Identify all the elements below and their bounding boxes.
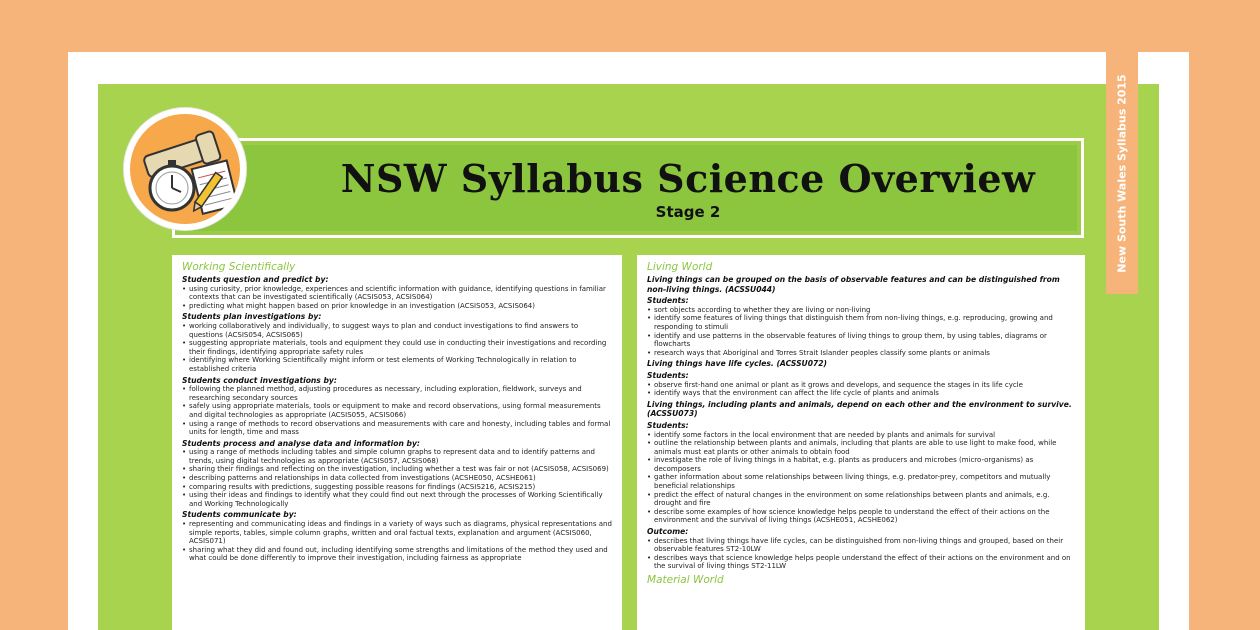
bullet-list (182, 520, 612, 563)
bullet-list (647, 537, 1075, 571)
list-item: • identifying where Working Scientifically might inform or test elements of Working Technologically in relation to established criteria (182, 356, 612, 373)
list-item: • using their ideas and findings to identify what they could find out next through the processes of Working Scientifically and Working Technologically (182, 491, 612, 508)
bullet-list (647, 381, 1075, 398)
title-banner (172, 138, 1084, 238)
group-title: Living things can be grouped on the basis of observable features and can be distinguished from non-living things. (ACSSU044) (647, 275, 1060, 294)
bullet-list (182, 285, 612, 311)
section-heading: Living World (647, 261, 713, 273)
group-title: Students communicate by: (182, 510, 297, 520)
list-item: • identify some features of living things that distinguish them from non-living things, e.g. reproducing, growing and responding to stimuli (647, 314, 1075, 331)
list-item: • describing patterns and relationships in data collected from investigations (ACSHE050, ACSHE061) (182, 474, 612, 483)
list-item: • working collaboratively and individually, to suggest ways to plan and conduct investigations to find answers to questions (ACSIS054, ACSIS065) (182, 322, 612, 339)
living-world-column (637, 255, 1085, 630)
list-item: • predict the effect of natural changes in the environment on some relationships between plants and animals, e.g. drought and fire (647, 491, 1075, 508)
list-item: • representing and communicating ideas and findings in a variety of ways such as diagrams, physical representations and simple reports, tables, simple column graphs, written and oral factual texts, explanation and argument (ACSIS060, ACSIS071) (182, 520, 612, 546)
group-title: Students process and analyse data and information by: (182, 438, 420, 448)
side-tab (1106, 52, 1138, 294)
list-item: • using a range of methods including tables and simple column graphs to represent data and to identify patterns and trends, using digital technologies as appropriate (ACSIS057, ACSIS068) (182, 448, 612, 465)
group-title: Outcome: (647, 527, 689, 537)
list-item: • suggesting appropriate materials, tools and equipment they could use in conducting their investigations and recording their findings, identifying appropriate safety rules (182, 339, 612, 356)
list-item: • gather information about some relationships between living things, e.g. predator-prey, competitors and mutually beneficial relationships (647, 473, 1075, 490)
list-item: • identify and use patterns in the observable features of living things to group them, by using tables, diagrams or flowcharts (647, 332, 1075, 349)
section-heading: Working Scientifically (182, 261, 296, 273)
list-item: • sharing their findings and reflecting on the investigation, including whether a test was fair or not (ACSIS058, ACSIS069) (182, 465, 612, 474)
list-item: • using curiosity, prior knowledge, experiences and scientific information with guidance, identifying questions in familiar contexts that can be investigated scientifically (ACSIS053, ACSIS064) (182, 285, 612, 302)
next-section-heading: Material World (647, 574, 724, 586)
list-item: • comparing results with predictions, suggesting possible reasons for findings (ACSIS216, ACSIS215) (182, 483, 612, 492)
bullet-list (182, 322, 612, 374)
list-item: • predicting what might happen based on prior knowledge in an investigation (ACSIS053, ACSIS064) (182, 302, 612, 311)
bullet-list (182, 448, 612, 508)
list-item: • investigate the role of living things in a habitat, e.g. plants as producers and microbes (micro-organisms) as decomposers (647, 456, 1075, 473)
page-subtitle: Stage 2 (655, 202, 721, 221)
side-tab-label: New South Wales Syllabus 2015 (1115, 73, 1129, 273)
group-title: Students: (647, 296, 689, 306)
list-item: • using a range of methods to record observations and measurements with care and honesty, including tables and formal units for length, time and mass (182, 420, 612, 437)
group-title: Living things have life cycles. (ACSSU072) (647, 359, 828, 369)
list-item: • describes that living things have life cycles, can be distinguished from non-living things and grouped, based on their observable features ST2-10LW (647, 537, 1075, 554)
group-title: Living things, including plants and animals, depend on each other and the environment to survive. (ACSSU073) (647, 399, 1072, 419)
bullet-list (182, 385, 612, 437)
bullet-list (647, 306, 1075, 358)
science-logo (124, 108, 246, 230)
group-title: Students plan investigations by: (182, 312, 322, 322)
stopwatch-telescope-notepad-icon (130, 114, 240, 224)
list-item: • identify ways that the environment can affect the life cycle of plants and animals (647, 389, 1075, 398)
list-item: • identify some factors in the local environment that are needed by plants and animals for survival (647, 431, 1075, 440)
group-title: Students conduct investigations by: (182, 375, 337, 385)
list-item: • following the planned method, adjusting procedures as necessary, including exploration, fieldwork, surveys and researching secondary sources (182, 385, 612, 402)
list-item: • describes ways that science knowledge helps people understand the effect of their actions on the environment and on the survival of living things ST2-11LW (647, 554, 1075, 571)
list-item: • research ways that Aboriginal and Torres Strait Islander peoples classify some plants or animals (647, 349, 1075, 358)
list-item: • describe some examples of how science knowledge helps people to understand the effect of their actions on the environment and the survival of living things (ACSHE051, ACSHE062) (647, 508, 1075, 525)
left-groups (182, 275, 612, 563)
list-item: • sort objects according to whether they are living or non-living (647, 306, 1075, 315)
right-groups (647, 275, 1075, 571)
list-item: • safely using appropriate materials, tools or equipment to make and record observations, using formal measurements and digital technologies as appropriate (ACSIS055, ACSIS066) (182, 402, 612, 419)
page-title: NSW Syllabus Science Overview (340, 155, 1036, 201)
working-scientifically-column (172, 255, 622, 630)
list-item: • outline the relationship between plants and animals, including that plants are able to use light to make food, while animals must eat plants or other animals to obtain food (647, 439, 1075, 456)
list-item: • sharing what they did and found out, including identifying some strengths and limitations of the method they used and what could be done differently to improve their investigation, including fairness as appropriate (182, 546, 612, 563)
list-item: • observe first-hand one animal or plant as it grows and develops, and sequence the stages in its life cycle (647, 381, 1075, 390)
group-title: Students: (647, 370, 689, 380)
group-title: Students question and predict by: (182, 275, 329, 284)
group-title: Students: (647, 420, 689, 430)
bullet-list (647, 431, 1075, 526)
